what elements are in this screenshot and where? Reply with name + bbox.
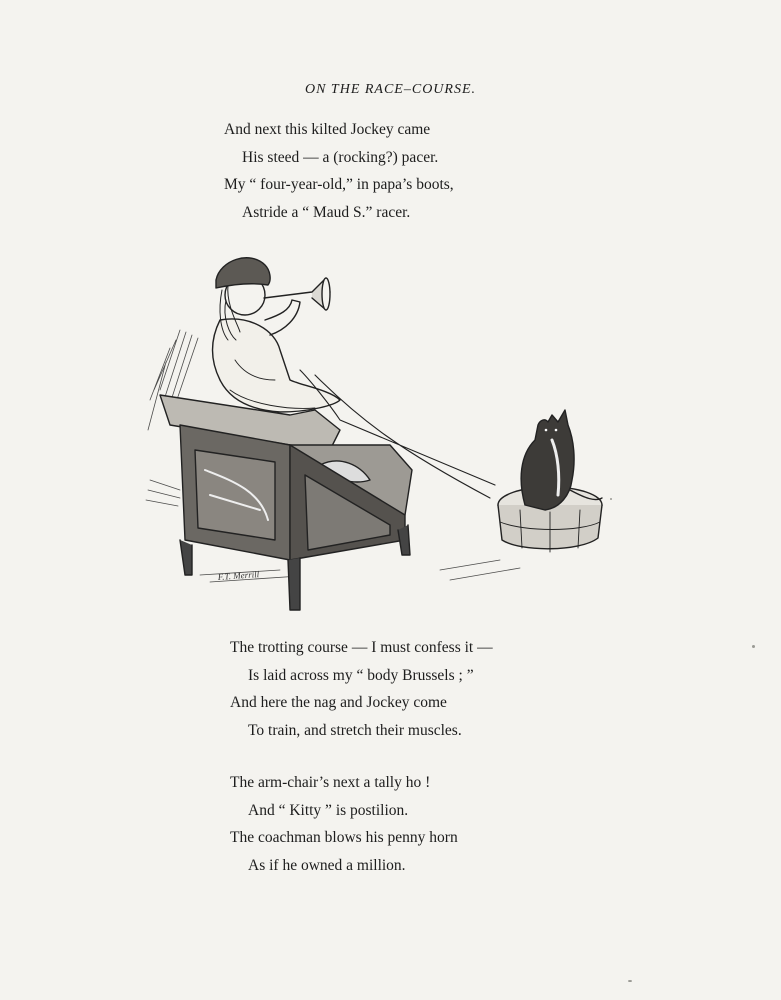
running-head-text: ON THE RACE–COURSE.: [304, 82, 477, 97]
verse-line: His steed — a (rocking?) pacer.: [242, 148, 439, 166]
verse-line: The trotting course — I must confess it —: [230, 639, 493, 656]
chair-leg: [398, 525, 410, 555]
verse-line: Astride a “ Maud S.” racer.: [242, 203, 411, 221]
stanza-1: [224, 116, 454, 226]
running-head: [0, 82, 781, 98]
verse-line: To train, and stretch their muscles.: [248, 721, 462, 739]
verse-line: And here the nag and Jockey come: [230, 694, 447, 711]
verse-line: And next this kilted Jockey came: [224, 121, 431, 138]
stanza-2: [230, 634, 493, 744]
stanza-3: [230, 769, 458, 879]
artist-signature: F.T. Merrill: [217, 569, 260, 582]
paper-speck: [628, 980, 632, 982]
chair-leg: [288, 558, 300, 610]
chair-leg: [180, 540, 192, 575]
penny-horn: [264, 278, 330, 310]
verse-line: And “ Kitty ” is postilion.: [248, 801, 409, 819]
paper-speck: [752, 645, 755, 648]
verse-line: My “ four-year-old,” in papa’s boots,: [224, 176, 454, 193]
verse-line: The coachman blows his penny horn: [230, 829, 458, 846]
verse-line: As if he owned a million.: [248, 856, 406, 874]
engraving-illustration: [140, 240, 630, 620]
paper-speck: [610, 498, 612, 500]
verse-line: The arm-chair’s next a tally ho !: [230, 774, 431, 791]
verse-line: Is laid across my “ body Brussels ; ”: [248, 666, 474, 684]
cat: [521, 410, 574, 510]
child-hat: [216, 258, 270, 288]
